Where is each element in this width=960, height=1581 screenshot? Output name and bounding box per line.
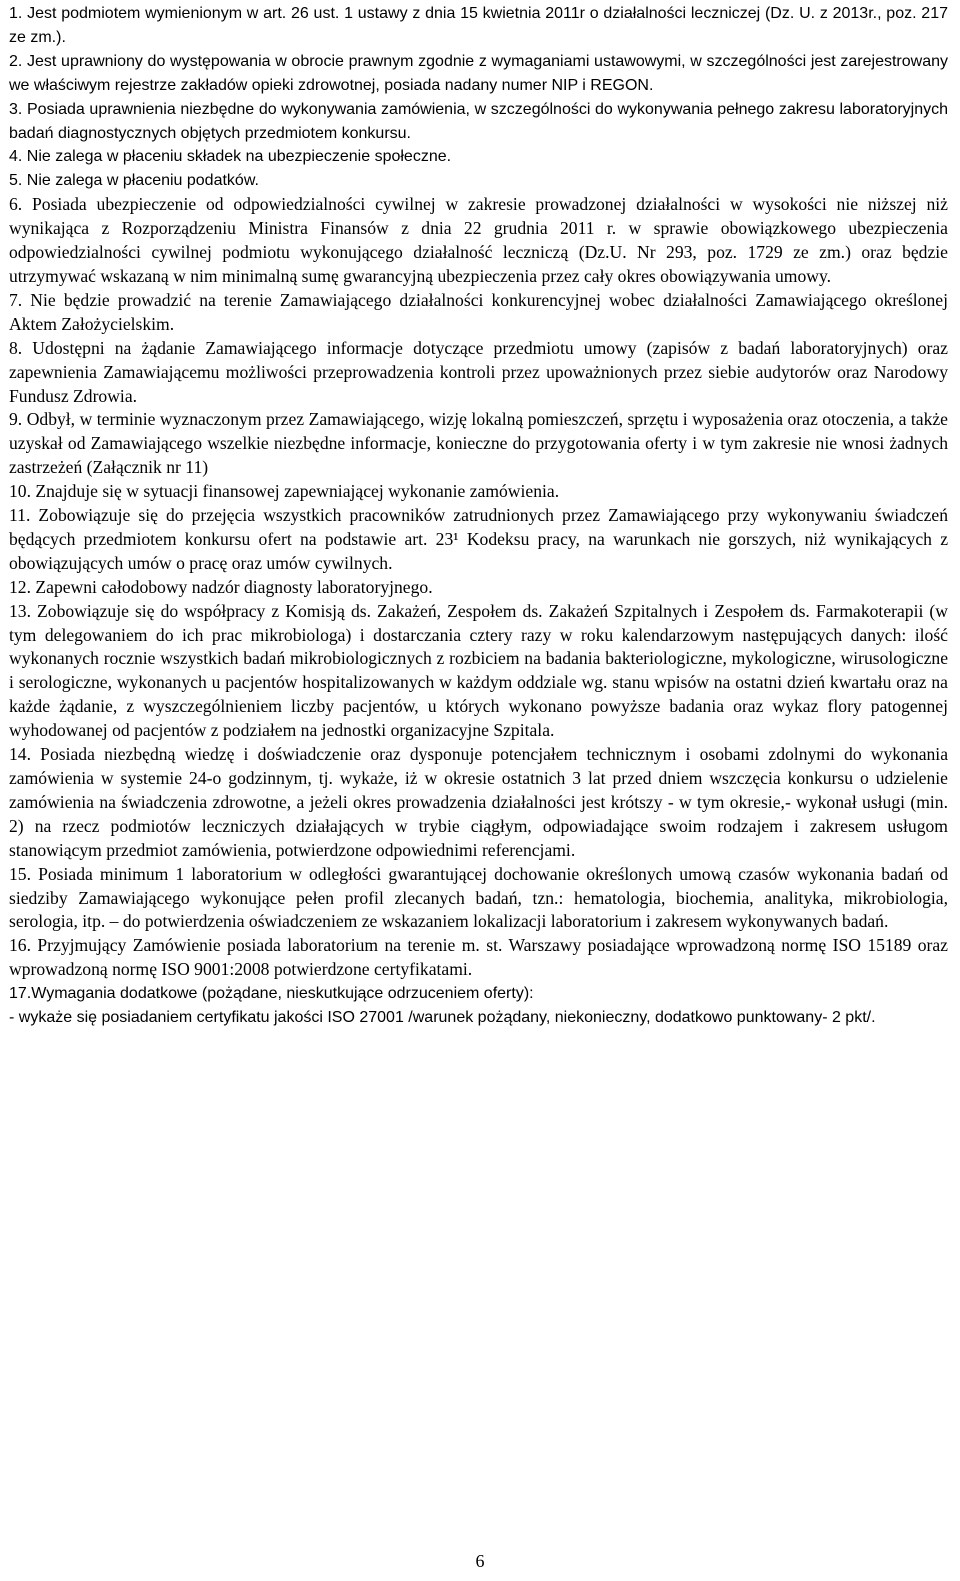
paragraph-3: 3. Posiada uprawnienia niezbędne do wykonywania zamówienia, w szczególności do wykonywania pełnego zakresu laboratoryjnych badań diagnostycznych objętych przedmiotem konkursu.	[9, 100, 948, 142]
paragraph-2: 2. Jest uprawniony do występowania w obrocie prawnym zgodnie z wymaganiami ustawowymi, w szczególności jest zarejestrowany we właściwym rejestrze zakładów opieki zdrowotnej, posiada nadany numer NIP i REGON.	[9, 52, 948, 94]
paragraph-14: 14. Posiada niezbędną wiedzę i doświadczenie oraz dysponuje potencjałem technicznym i osobami zdolnymi do wykonania zamówienia w systemie 24-o godzinnym, tj. wykaże, iż w okresie ostatnich 3 lat przed dniem wszczęcia konkursu o udzielenie zamówienia na świadczenia zdrowotne, a jeżeli okres prowadzenia działalności jest krótszy - w tym okresie,- wykonał usługi (min. 2) na rzecz podmiotów leczniczych działających w trybie ciągłym, odpowiadające swoim rodzajem i zakresem usługom stanowiącym przedmiot zamówienia, potwierdzone odpowiednimi referencjami.	[9, 744, 948, 860]
paragraph-12: 12. Zapewni całodobowy nadzór diagnosty laboratoryjnego.	[9, 576, 433, 597]
paragraph-11: 11. Zobowiązuje się do przejęcia wszystkich pracowników zatrudnionych przez Zamawiającego przy wykonywaniu świadczeń będących przedmiotem konkursu ofert na podstawie art. 23¹ Kodeksu pracy, na warunkach nie gorszych, niż wynikających z obowiązujących umów o pracę oraz umów cywilnych.	[9, 505, 948, 573]
paragraph-13: 13. Zobowiązuje się do współpracy z Komisją ds. Zakażeń, Zespołem ds. Zakażeń Szpitalnych i Zespołem ds. Farmakoterapii (w tym delegowaniem do ich prac mikrobiologa) i dostarczania cztery razy w roku kalendarzowym następujących danych: ilość wykonanych rocznie wszystkich badań mikrobiologicznych z rozbiciem na badania bakteriologiczne, mykologiczne, wirusologiczne i serologiczne, wykonanych u pacjentów hospitalizowanych w każdym oddziale wg. stanu wpisów na ostatni dzień kwartału oraz na każde żądanie, z wyszczególnieniem liczby pacjentów, u których wykonano powyższe badania oraz wykaz flory patogennej wyhodowanej od pacjentów z podziałem na jednostki organizacyjne Szpitala.	[9, 600, 948, 741]
paragraph-16: 16. Przyjmujący Zamówienie posiada laboratorium na terenie m. st. Warszawy posiadające wprowadzoną normę ISO 15189 oraz wprowadzoną normę ISO 9001:2008 potwierdzone certyfikatami.	[9, 935, 948, 980]
page-number: 6	[475, 1551, 485, 1571]
paragraph-15: 15. Posiada minimum 1 laboratorium w odległości gwarantującej dochowanie określonych umową czasów wykonania badań od siedziby Zamawiającego wykonujące pełen profil zlecanych badań, tzn.: hematologia, biochemia, analityka, mikrobiologia, serologia, itp. – do potwierdzenia oświadczeniem ze wskazaniem lokalizacji laboratorium i zakresem wykonywanych badań.	[9, 863, 948, 932]
paragraph-5: 5. Nie zalega w płaceniu podatków.	[9, 172, 259, 190]
paragraph-17: 17.Wymagania dodatkowe (pożądane, nieskutkujące odrzuceniem oferty):	[9, 985, 534, 1003]
paragraph-9: 9. Odbył, w terminie wyznaczonym przez Zamawiającego, wizję lokalną pomieszczeń, sprzętu i wyposażenia oraz otoczenia, a także uzyskał od Zamawiającego wszelkie niezbędne informacje, konieczne do przygotowania oferty i w tym zakresie nie wnosi żadnych zastrzeżeń (Załącznik nr 11)	[9, 409, 948, 478]
document-body	[9, 2, 948, 1030]
paragraph-1: 1. Jest podmiotem wymienionym w art. 26 ust. 1 ustawy z dnia 15 kwietnia 2011r o działalności leczniczej (Dz. U. z 2013r., poz. 217 ze zm.).	[9, 5, 948, 46]
paragraph-6: 6. Posiada ubezpieczenie od odpowiedzialności cywilnej w zakresie prowadzonej działalności w wysokości nie niższej niż wynikająca z Rozporządzeniu Ministra Finansów z dnia 22 grudnia 2011 r. w sprawie obowiązkowego ubezpieczenia odpowiedzialności cywilnej podmiotu wykonującego działalność leczniczą (Dz.U. Nr 293, poz. 1729 ze zm.) oraz będzie utrzymywać wskazaną w nim minimalną sumę gwarancyjną ubezpieczenia przez cały okres obowiązywania umowy.	[9, 194, 948, 286]
paragraph-7: 7. Nie będzie prowadzić na terenie Zamawiającego działalności konkurencyjnej wobec działalności Zamawiającego określonej Aktem Założycielskim.	[9, 289, 948, 334]
paragraph-8: 8. Udostępni na żądanie Zamawiającego informacje dotyczące przedmiotu umowy (zapisów z badań laboratoryjnych) oraz zapewnienia Zamawiającemu możliwości przeprowadzenia kontroli przez upoważnionych przez siebie audytorów oraz Narodowy Fundusz Zdrowia.	[9, 337, 948, 406]
paragraph-4: 4. Nie zalega w płaceniu składek na ubezpieczenie społeczne.	[9, 148, 452, 166]
paragraph-10: 10. Znajduje się w sytuacji finansowej zapewniającej wykonanie zamówienia.	[9, 481, 560, 502]
paragraph-17-item: - wykaże się posiadaniem certyfikatu jakości ISO 27001 /warunek pożądany, niekonieczny, dodatkowo punktowany- 2 pkt/.	[9, 1009, 876, 1027]
